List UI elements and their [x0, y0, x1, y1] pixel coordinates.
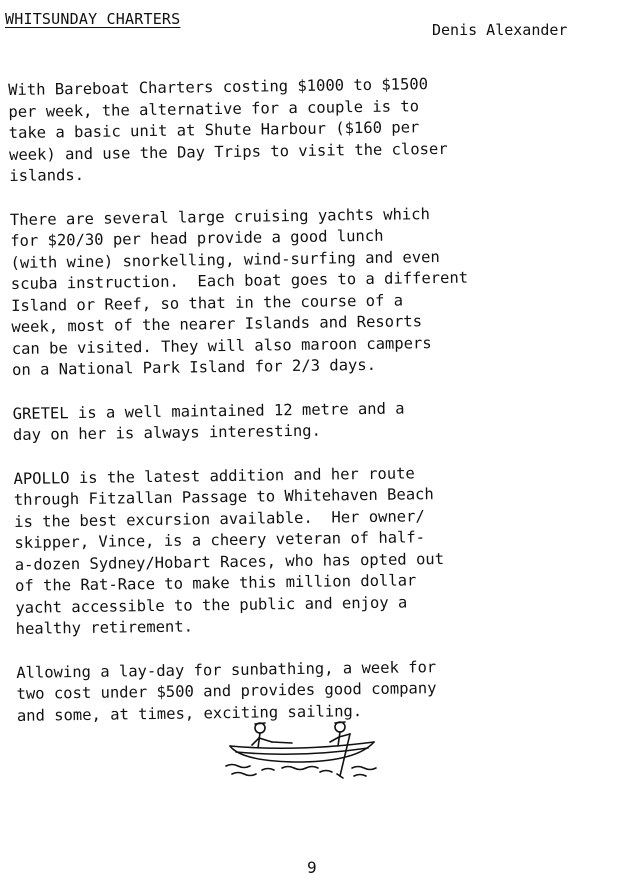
text-line: day on her is always interesting.	[12, 421, 322, 444]
text-line: through Fitzallan Passage to Whitehaven Beach	[13, 485, 434, 509]
text-line: Island or Reef, so that in the course of a	[11, 291, 404, 315]
text-line: scuba instruction. Each boat goes to a different	[10, 268, 469, 293]
article-title: WHITSUNDAY CHARTERS	[5, 10, 181, 28]
text-line: healthy retirement.	[15, 617, 194, 638]
paragraph	[8, 71, 629, 187]
text-line: yacht accessible to the public and enjoy a	[15, 592, 408, 617]
page-number: 9	[307, 858, 317, 877]
article-body	[8, 71, 634, 749]
text-line: of the Rat-Race to make this million dollar	[14, 571, 417, 595]
text-line: GRETEL is a well maintained 12 metre and a	[12, 398, 405, 423]
text-line: APOLLO is the latest addition and her route	[13, 463, 415, 488]
text-line: islands.	[9, 165, 85, 185]
text-line: a-dozen Sydney/Hobart Races, who has opted out	[14, 549, 445, 574]
text-line: and some, at times, exciting sailing.	[16, 701, 363, 725]
text-line: for $20/30 per head provide a good lunch	[10, 226, 384, 250]
text-line: two cost under $500 and provides good company	[16, 679, 437, 703]
text-line: (with wine) snorkelling, wind-surfing and even	[10, 247, 440, 272]
rowboat-sketch-icon	[222, 712, 382, 782]
text-line: skipper, Vince, is a cheery veteran of half-	[14, 528, 426, 552]
paragraph	[13, 395, 634, 447]
text-line: With Bareboat Charters costing $1000 to $1500	[8, 75, 429, 99]
text-line: There are several large cruising yachts which	[9, 204, 430, 229]
text-line: Allowing a lay-day for sunbathing, a week for	[16, 657, 437, 682]
paragraph	[10, 201, 632, 382]
text-line: week, most of the nearer Islands and Resorts	[11, 312, 423, 336]
paragraph	[13, 460, 634, 641]
text-line: take a basic unit at Shute Harbour ($160 per	[8, 118, 420, 142]
author-name: Denis Alexander	[432, 21, 568, 39]
text-line: per week, the alternative for a couple is to	[8, 96, 420, 121]
text-line: is the best excursion available. Her owner/	[14, 506, 425, 531]
text-line: week) and use the Day Trips to visit the closer	[8, 139, 448, 164]
text-line: can be visited. They will also maroon campers	[11, 333, 432, 358]
text-line: on a National Park Island for 2/3 days.	[11, 355, 377, 379]
